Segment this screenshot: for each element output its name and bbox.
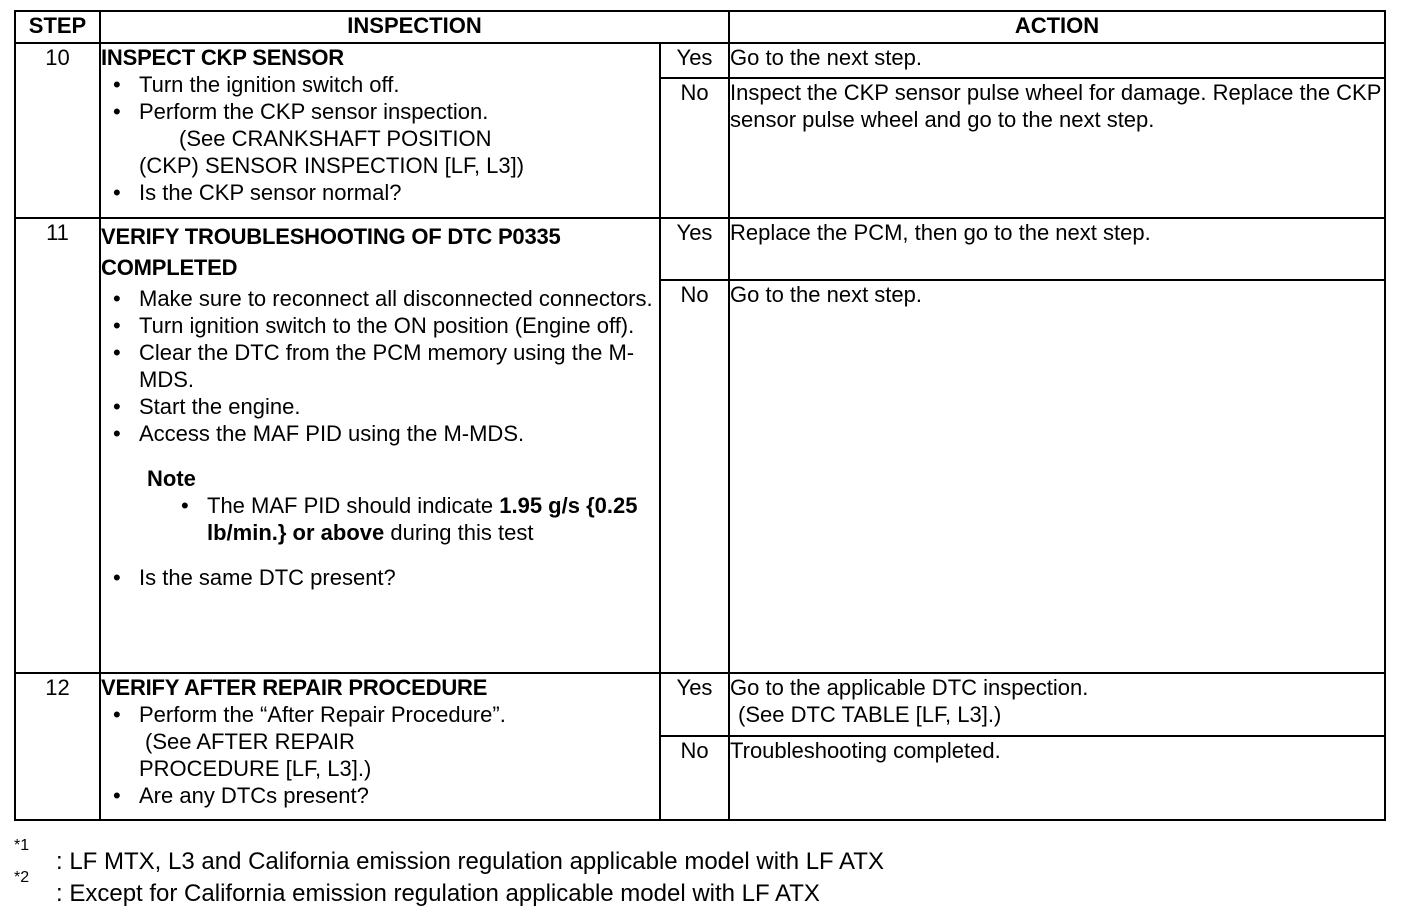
note-text: during this test: [384, 520, 534, 545]
note-list: [147, 492, 659, 546]
yes-action: Go to the next step.: [729, 43, 1385, 78]
reference-link-line[interactable]: PROCEDURE [LF, L3].): [139, 756, 372, 781]
step-number: 10: [15, 43, 100, 218]
inspection-list: [101, 71, 659, 206]
list-item-text: Perform the “After Repair Procedure”.: [139, 702, 506, 727]
list-item-text: Perform the CKP sensor inspection.: [139, 99, 489, 124]
list-item: • Start the engine.: [101, 393, 659, 420]
table-row: [15, 673, 1385, 736]
inspection-cell: [100, 218, 660, 673]
list-item: • Turn ignition switch to the ON position (Engine off).: [101, 312, 659, 339]
inspection-list: [101, 285, 659, 447]
list-item: • Turn the ignition switch off.: [101, 71, 659, 98]
inspection-list: [101, 564, 659, 591]
note-text: The MAF PID should indicate: [207, 493, 500, 518]
no-action: Troubleshooting completed.: [729, 736, 1385, 820]
no-action: Inspect the CKP sensor pulse wheel for damage. Replace the CKP sensor pulse wheel and go to the next step.: [729, 78, 1385, 218]
inspection-title: VERIFY TROUBLESHOOTING OF DTC P0335 COMPLETED: [101, 224, 561, 280]
yes-action: [729, 673, 1385, 736]
table-row: [15, 43, 1385, 78]
step-column-header: STEP: [15, 11, 100, 43]
note-block: [147, 465, 659, 546]
list-item: [101, 98, 659, 179]
list-item: • Is the same DTC present?: [101, 564, 659, 591]
footnote: [14, 837, 884, 878]
reference-link-line[interactable]: (See AFTER REPAIR: [145, 729, 355, 754]
footnote-mark: *2: [14, 869, 30, 886]
yes-label: Yes: [660, 43, 729, 78]
reference-link-line[interactable]: (See DTC TABLE [LF, L3].): [738, 702, 1002, 727]
list-item: [101, 701, 659, 782]
no-label: No: [660, 280, 729, 673]
inspection-cell: [100, 43, 660, 218]
inspection-title: INSPECT CKP SENSOR: [101, 45, 344, 70]
footnotes: [14, 837, 884, 910]
step-number: 11: [15, 218, 100, 673]
footnote-text: : LF MTX, L3 and California emission regulation applicable model with LF ATX: [56, 848, 884, 875]
table-header-row: [15, 11, 1385, 43]
reference-link-line[interactable]: (See CRANKSHAFT POSITION: [179, 126, 492, 151]
footnote-mark: *1: [14, 837, 30, 854]
note-spec-value: 1.95 g/s {0.25 lb/min.} or above: [207, 493, 638, 545]
list-item: • Make sure to reconnect all disconnected connectors.: [101, 285, 659, 312]
troubleshooting-table: [14, 10, 1386, 821]
footnote: [14, 869, 884, 910]
yes-action: Replace the PCM, then go to the next step.: [729, 218, 1385, 280]
inspection-list: [101, 701, 659, 809]
table-row: [15, 218, 1385, 280]
yes-label: Yes: [660, 218, 729, 280]
list-item: • Are any DTCs present?: [101, 782, 659, 809]
no-label: No: [660, 736, 729, 820]
list-item: • Access the MAF PID using the M-MDS.: [101, 420, 659, 447]
action-column-header: ACTION: [729, 11, 1385, 43]
yes-action-text: Go to the applicable DTC inspection.: [730, 675, 1089, 700]
inspection-cell: [100, 673, 660, 820]
no-label: No: [660, 78, 729, 218]
step-number: 12: [15, 673, 100, 820]
footnote-text: : Except for California emission regulation applicable model with LF ATX: [56, 880, 820, 907]
list-item: • Is the CKP sensor normal?: [101, 179, 659, 206]
list-item: • Clear the DTC from the PCM memory using the M-MDS.: [101, 339, 659, 393]
inspection-title: VERIFY AFTER REPAIR PROCEDURE: [101, 675, 488, 700]
inspection-column-header: INSPECTION: [100, 11, 729, 43]
reference-link-line[interactable]: (CKP) SENSOR INSPECTION [LF, L3]): [139, 153, 525, 178]
note-title: Note: [147, 466, 196, 491]
note-item: [147, 492, 659, 546]
no-action: Go to the next step.: [729, 280, 1385, 673]
yes-label: Yes: [660, 673, 729, 736]
